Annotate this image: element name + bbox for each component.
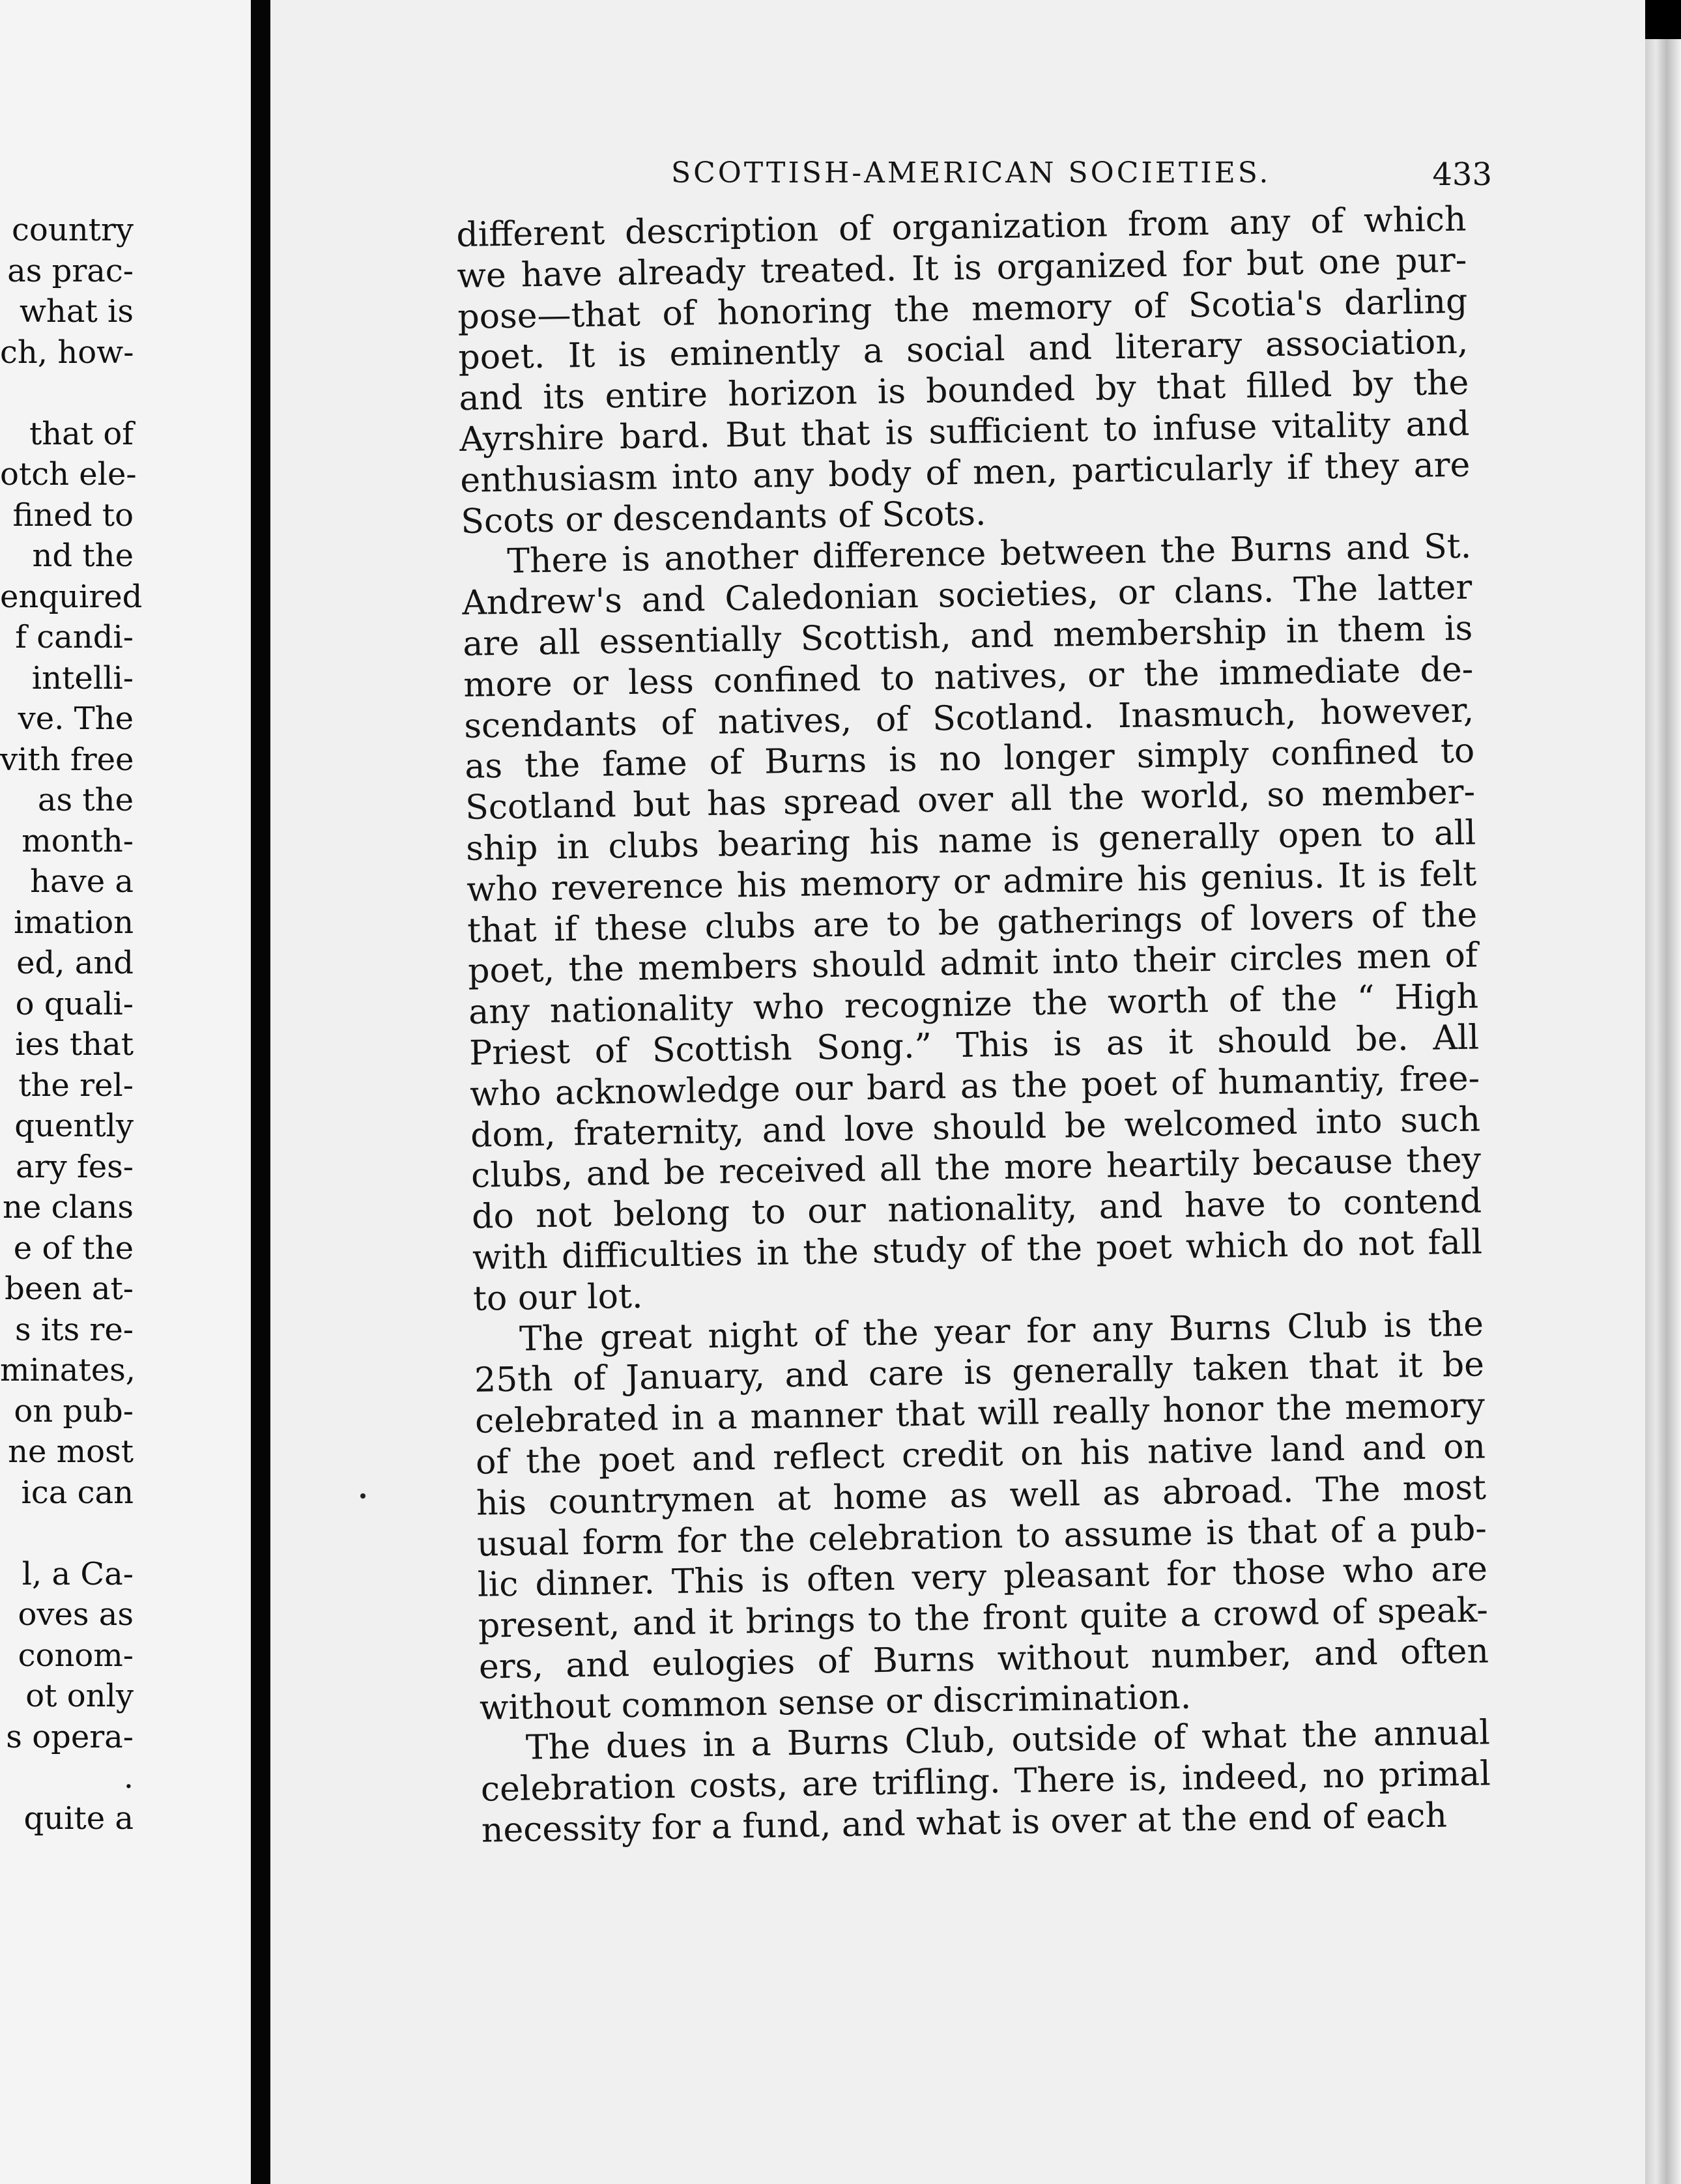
left-page-line	[0, 1594, 251, 1635]
left-page-line	[0, 1310, 251, 1351]
left-page-line-text: as the	[37, 782, 134, 818]
body-text	[456, 199, 1491, 1852]
page-edge	[1645, 39, 1681, 2184]
left-page-line	[0, 1431, 251, 1473]
left-page-line-text: been at-	[5, 1271, 134, 1307]
left-page-line-text: ies that	[15, 1026, 134, 1063]
body-line: Ayrshire bard. But that is sufficient to infuse vitality and	[459, 404, 1470, 459]
left-page-line	[0, 495, 251, 536]
left-page-line-text: otch ele-	[0, 456, 137, 493]
left-page-line	[0, 210, 251, 251]
body-line: Scots or descendants of Scots.	[460, 493, 986, 541]
left-page-line	[0, 780, 251, 821]
left-page-line-text: l, a Ca-	[22, 1555, 134, 1592]
left-page-line	[0, 1717, 251, 1758]
left-page-line	[0, 414, 251, 455]
left-page-line	[0, 1635, 251, 1676]
body-line: as the fame of Burns is no longer simply confined to	[464, 731, 1475, 787]
left-page-line	[0, 1228, 251, 1269]
left-page-line	[0, 902, 251, 943]
left-page-line	[0, 984, 251, 1025]
left-page-line-text: vith free	[0, 741, 134, 778]
body-line: ers, and eulogies of Burns without number, and often	[478, 1631, 1489, 1687]
left-page-line-text: oves as	[18, 1596, 134, 1633]
left-page-line	[0, 1065, 251, 1106]
body-line: do not belong to our nationality, and have to contend	[471, 1181, 1482, 1237]
left-page-line	[0, 251, 251, 292]
left-page-line-text: month-	[22, 822, 134, 859]
body-line: more or less confined to natives, or the immediate de-	[463, 650, 1474, 705]
body-line: we have already treated. It is organized for but one pur-	[457, 240, 1467, 296]
book-gutter	[251, 0, 270, 2184]
left-page-line	[0, 1473, 251, 1514]
left-page-line-text: quently	[14, 1108, 134, 1144]
left-page-line	[0, 821, 251, 862]
body-line: poet, the members should admit into their circles men of	[467, 936, 1478, 992]
body-line: Priest of Scottish Song.” This is as it should be. All	[468, 1018, 1480, 1073]
body-line: of the poet and reflect credit on his native land and on	[475, 1427, 1486, 1482]
left-page-line	[0, 1187, 251, 1228]
left-page-line	[0, 1513, 251, 1554]
body-line: dom, fraternity, and love should be welcomed into such	[470, 1100, 1481, 1155]
left-page-line-text: have a	[30, 863, 134, 900]
left-page-line-text: nd the	[32, 538, 134, 574]
body-line: ship in clubs bearing his name is generally open to all	[465, 813, 1476, 869]
body-line: with difficulties in the study of the poet which do not fall	[472, 1222, 1483, 1278]
body-line: who reverence his memory or admire his genius. It is felt	[466, 854, 1477, 910]
body-line: celebrated in a manner that will really honor the memory	[474, 1386, 1486, 1441]
body-line: The dues in a Burns Club, outside of what the annual	[525, 1713, 1491, 1768]
body-line: without common sense or discrimination.	[479, 1677, 1192, 1728]
body-line: 25th of January, and care is generally taken that it be	[474, 1345, 1485, 1401]
body-line: celebration costs, are trifling. There is, indeed, no primal	[480, 1754, 1491, 1809]
left-page-line-text: quite a	[23, 1800, 134, 1837]
left-page-line	[0, 1147, 251, 1188]
body-line: enthusiasm into any body of men, particularly if they are	[459, 445, 1471, 500]
body-line: any nationality who recognize the worth of the “ High	[468, 977, 1479, 1032]
page-number: 433	[1432, 156, 1492, 193]
body-line: his countrymen at home as well as abroad. The most	[476, 1468, 1487, 1523]
left-page-line	[0, 577, 251, 618]
left-page-line-text: ica can	[21, 1474, 134, 1511]
left-page-line	[0, 740, 251, 781]
body-line: different description of organization from any of which	[456, 199, 1467, 255]
body-line: necessity for a fund, and what is over at the end of each	[481, 1796, 1448, 1850]
left-page-line	[0, 617, 251, 658]
left-page-line	[0, 1757, 251, 1798]
left-page-line	[0, 658, 251, 699]
body-line: Scotland but has spread over all the world, so member-	[465, 772, 1476, 828]
body-line: The great night of the year for any Burns Club is the	[519, 1304, 1484, 1359]
left-page-line	[0, 291, 251, 332]
body-line: There is another difference between the Burns and St.	[506, 526, 1472, 582]
left-page-line-text: e of the	[13, 1229, 134, 1267]
left-page-line-text: imation	[14, 904, 134, 941]
body-line: poet. It is eminently a social and literary association,	[457, 323, 1469, 378]
left-page-line-text: fined to	[12, 496, 134, 534]
left-page-line	[0, 1391, 251, 1432]
left-page-line	[0, 1350, 251, 1391]
left-page-line	[0, 943, 251, 984]
left-page-line-text: ne clans	[3, 1189, 134, 1226]
left-page	[0, 0, 251, 2184]
left-page-line	[0, 373, 251, 414]
left-page-line-text: on pub-	[14, 1392, 134, 1430]
body-line: are all essentially Scottish, and membership in them is	[462, 609, 1473, 664]
left-page-line-text: f candi-	[15, 619, 134, 655]
left-page-line	[0, 1554, 251, 1595]
left-page-line	[0, 332, 251, 373]
left-page-line-text: country	[12, 212, 134, 248]
running-head: SCOTTISH-AMERICAN SOCIETIES.	[671, 156, 1271, 190]
left-page-text	[0, 210, 251, 1839]
left-page-line-text: ch, how-	[0, 334, 134, 371]
body-line: Andrew's and Caledonian societies, or clans. The latter	[461, 568, 1473, 624]
left-page-line-text: the rel-	[18, 1067, 134, 1104]
body-line: usual form for the celebration to assume is that of a pub-	[476, 1508, 1487, 1564]
left-page-line-text: ve. The	[18, 700, 134, 737]
left-page-line-text: what is	[19, 293, 134, 330]
body-line: scendants of natives, of Scotland. Inasmuch, however,	[463, 691, 1474, 746]
body-line: clubs, and be received all the more heartily because they	[470, 1140, 1482, 1196]
left-page-line-text: that of	[29, 415, 134, 452]
left-page-line-text: conom-	[18, 1637, 134, 1674]
left-page-line-text: enquired	[0, 578, 143, 615]
left-page-line	[0, 1106, 251, 1147]
body-line: who acknowledge our bard as the poet of humantiy, free-	[469, 1059, 1480, 1114]
left-page-line-text: as prac-	[7, 252, 134, 289]
left-page-line-text: ary fes-	[16, 1148, 134, 1185]
body-line: lic dinner. This is often very pleasant for those who are	[477, 1549, 1488, 1605]
left-page-line	[0, 1269, 251, 1310]
left-page-line-text: o quali-	[15, 985, 134, 1022]
left-page-line	[0, 1024, 251, 1065]
left-page-line-text: ed, and	[16, 945, 134, 981]
body-line: to our lot.	[472, 1276, 643, 1319]
left-page-line-text: s its re-	[15, 1311, 134, 1348]
left-page-line	[0, 536, 251, 577]
body-line: present, and it brings to the front quite a crowd of speak-	[478, 1590, 1489, 1646]
left-page-line-text: .	[123, 1759, 134, 1796]
left-page-line	[0, 861, 251, 902]
left-page-line-text: ne most	[8, 1433, 134, 1470]
left-page-line-text: minates,	[0, 1352, 136, 1388]
body-line: pose—that of honoring the memory of Scotia's darling	[457, 281, 1468, 337]
body-line: and its entire horizon is bounded by that filled by the	[458, 363, 1469, 419]
body-line: that if these clubs are to be gatherings of lovers of the	[467, 895, 1478, 951]
left-page-line-text: s opera-	[6, 1718, 134, 1755]
left-page-line	[0, 454, 251, 495]
ink-speck	[360, 1493, 366, 1499]
left-page-line-text: ot only	[25, 1678, 134, 1714]
left-page-line	[0, 1676, 251, 1717]
left-page-line	[0, 698, 251, 740]
left-page-line-text: intelli-	[31, 659, 134, 697]
left-page-line	[0, 1798, 251, 1839]
